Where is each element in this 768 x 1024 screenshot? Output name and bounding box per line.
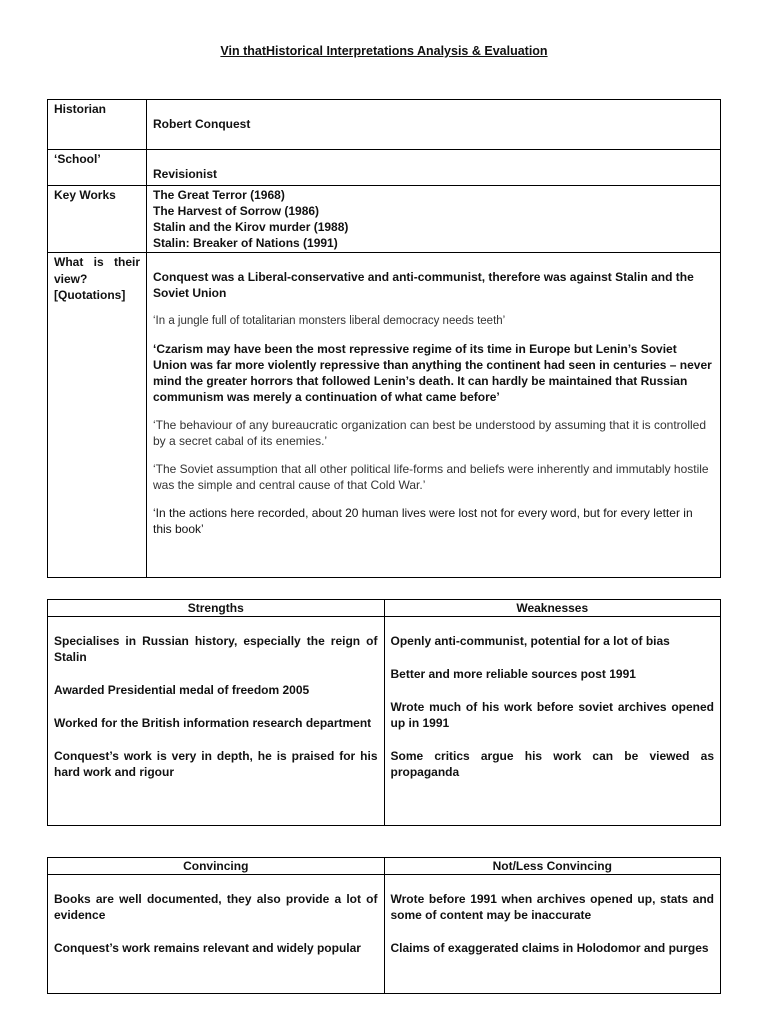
view-summary: Conquest was a Liberal-conservative and anti-communist, therefore was against Stalin and the Soviet Union	[153, 270, 694, 300]
historian-label: Historian	[48, 100, 147, 150]
key-work-item: Stalin and the Kirov murder (1988)	[153, 220, 349, 234]
content-row	[48, 875, 721, 994]
school-label: ‘School’	[48, 150, 147, 186]
strengths-cell	[48, 617, 385, 826]
view-row	[48, 253, 721, 578]
key-works-row	[48, 186, 721, 253]
header-row	[48, 600, 721, 617]
school-row	[48, 150, 721, 186]
convincing-cell	[48, 875, 385, 994]
weaknesses-header: Weaknesses	[384, 600, 721, 617]
weakness-item: Some critics argue his work can be viewed as propaganda	[390, 749, 714, 779]
convincing-header: Convincing	[48, 858, 385, 875]
weakness-item: Wrote much of his work before soviet archives opened up in 1991	[390, 700, 714, 730]
key-works-label: Key Works	[48, 186, 147, 253]
less-convincing-header: Not/Less Convincing	[384, 858, 721, 875]
strength-item: Awarded Presidential medal of freedom 2005	[54, 683, 310, 697]
less-convincing-item: Wrote before 1991 when archives opened up, stats and some of content may be inaccurate	[390, 892, 714, 922]
weakness-item: Better and more reliable sources post 1991	[390, 667, 636, 681]
historian-value: Robert Conquest	[147, 100, 721, 150]
weakness-item: Openly anti-communist, potential for a lot of bias	[390, 634, 670, 648]
key-works-list	[147, 186, 721, 253]
quotation: ‘In the actions here recorded, about 20 human lives were lost not for every word, but for every letter in this book’	[153, 506, 693, 536]
convincing-table	[47, 857, 721, 994]
school-value: Revisionist	[147, 150, 721, 186]
quotation: ‘Czarism may have been the most repressive regime of its time in Europe but Lenin’s Soviet Union was far more violently repressive than anything the continent had seen in centuries – never mind the greater horrors that followed Lenin’s death. It can hardly be maintained that Russian communism was merely a continuation of what came before’	[153, 342, 712, 404]
page-title: Vin thatHistorical Interpretations Analysis & Evaluation	[220, 44, 548, 58]
view-label-line: [Quotations]	[54, 288, 126, 302]
strength-item: Worked for the British information research department	[54, 716, 372, 730]
historian-profile-table	[47, 99, 721, 578]
key-work-item: The Great Terror (1968)	[153, 188, 285, 202]
view-content	[147, 253, 721, 578]
weaknesses-cell	[384, 617, 721, 826]
header-row	[48, 858, 721, 875]
convincing-item: Books are well documented, they also provide a lot of evidence	[54, 892, 378, 922]
quotation: ‘In a jungle full of totalitarian monsters liberal democracy needs teeth’	[153, 315, 506, 327]
less-convincing-cell	[384, 875, 721, 994]
strength-item: Conquest’s work is very in depth, he is praised for his hard work and rigour	[54, 749, 378, 779]
content-row	[48, 617, 721, 826]
key-work-item: The Harvest of Sorrow (1986)	[153, 204, 320, 218]
strengths-weaknesses-table	[47, 599, 721, 826]
less-convincing-item: Claims of exaggerated claims in Holodomor and purges	[390, 941, 709, 955]
quotation: ‘The behaviour of any bureaucratic organization can best be understood by assuming that it is controlled by a secret cabal of its enemies.’	[153, 418, 706, 448]
key-work-item: Stalin: Breaker of Nations (1991)	[153, 236, 338, 250]
strengths-header: Strengths	[48, 600, 385, 617]
historian-row	[48, 100, 721, 150]
view-label-line: view?	[54, 271, 88, 286]
view-label	[48, 253, 147, 578]
view-label-line: What is their	[54, 255, 140, 269]
quotation: ‘The Soviet assumption that all other political life-forms and beliefs were inherently and immutably hostile was the simple and central cause of that Cold War.’	[153, 462, 709, 492]
strength-item: Specialises in Russian history, especially the reign of Stalin	[54, 634, 378, 664]
convincing-item: Conquest’s work remains relevant and widely popular	[54, 941, 361, 955]
